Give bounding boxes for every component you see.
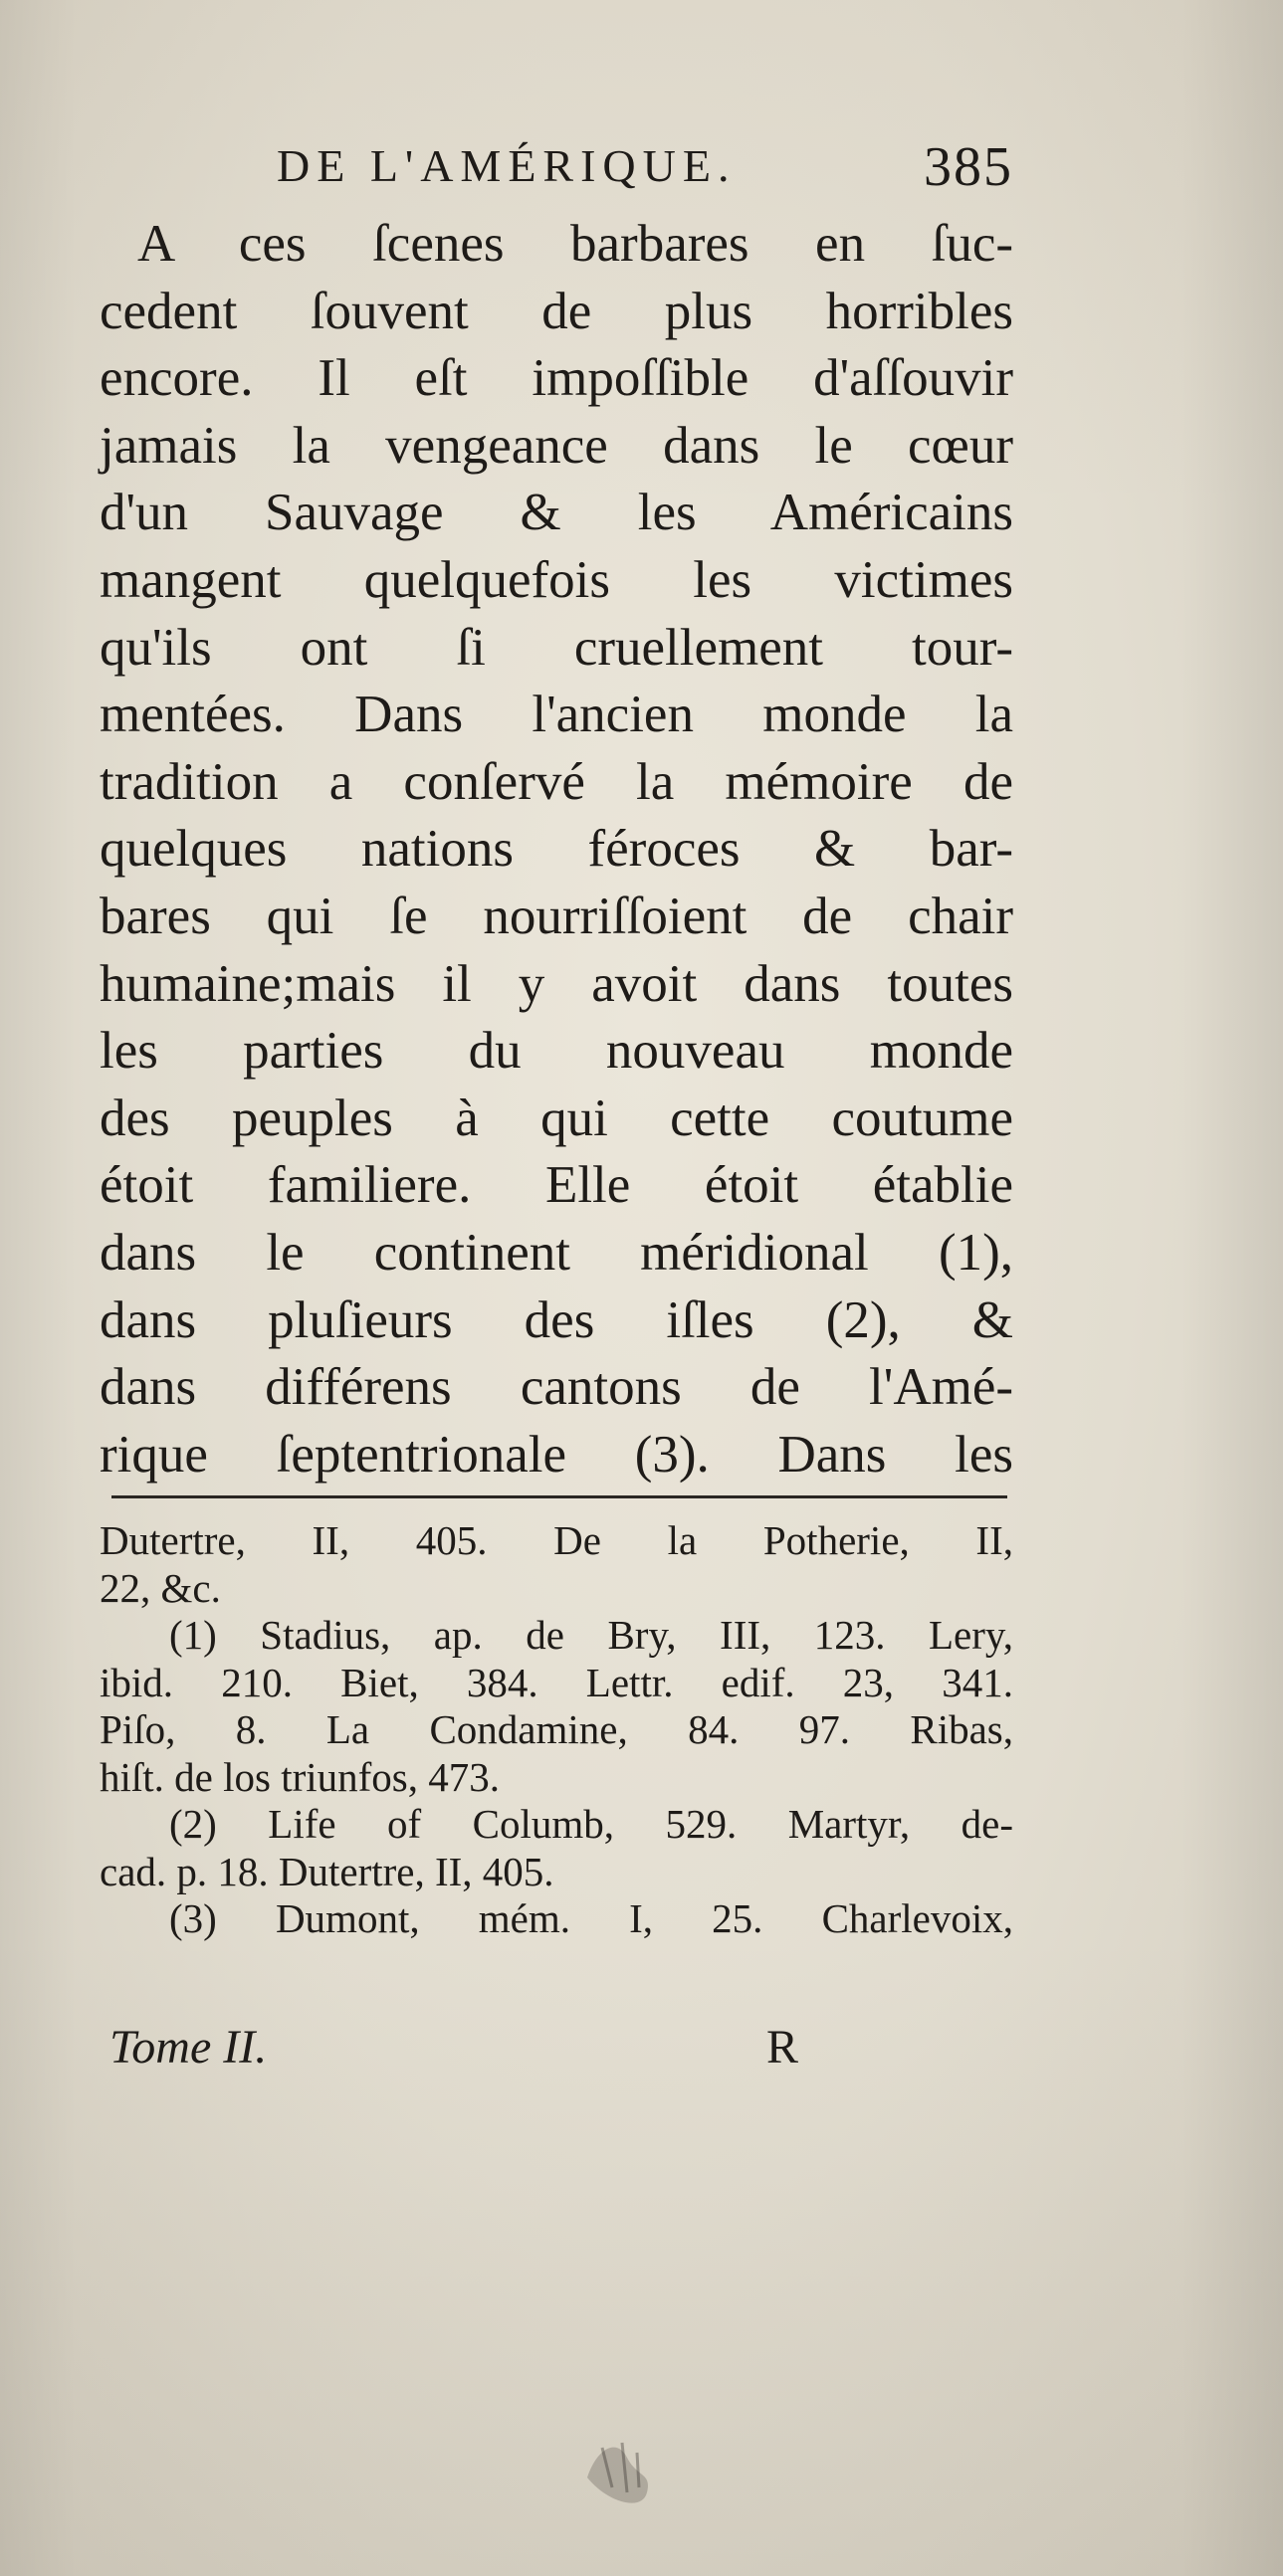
footnote-line: hiſt. de los triunfos, 473. (100, 1753, 501, 1800)
text-line: humaine;mais il y avoit dans toutes (100, 954, 1013, 1013)
footnote-line: ibid. 210. Biet, 384. Lettr. edif. 23, 341. (100, 1659, 1013, 1705)
text-line: rique ſeptentrionale (3). Dans les (100, 1425, 1013, 1484)
text-line: cedent ſouvent de plus horribles (100, 282, 1013, 340)
signature-line (109, 2020, 826, 2080)
text-line: dans différens cantons de l'Amé- (100, 1358, 1013, 1417)
text-line: étoit familiere. Elle étoit établie (100, 1156, 1013, 1215)
text-line: jamais la vengeance dans le cœur (100, 416, 1013, 475)
ink-smudge (567, 2418, 677, 2507)
text-line: des peuples à qui cette coutume (100, 1089, 1013, 1147)
text-line: tradition a conſervé la mémoire de (100, 752, 1013, 811)
text-line: mangent quelquefois les victimes (100, 550, 1013, 609)
signature-mark: R (766, 2021, 799, 2074)
text-line: A ces ſcenes barbares en ſuc- (137, 215, 1013, 273)
page-number: 385 (924, 136, 1013, 198)
footnote-divider (111, 1495, 1007, 1498)
text-line: les parties du nouveau monde (100, 1022, 1013, 1081)
volume-label: Tome II. (109, 2021, 268, 2074)
text-line: d'un Sauvage & les Américains (100, 484, 1013, 542)
running-title: DE L'AMÉRIQUE. (277, 140, 737, 191)
text-line: dans le continent méridional (1), (100, 1223, 1013, 1282)
text-line: bares qui ſe nourriſſoient de chair (100, 887, 1013, 945)
page-header (277, 136, 1013, 209)
footnote-line: (2) Life of Columb, 529. Martyr, de- (169, 1801, 1013, 1847)
footnote-line: cad. p. 18. Dutertre, II, 405. (100, 1848, 554, 1894)
main-text (100, 211, 1013, 1488)
text-line: mentées. Dans l'ancien monde la (100, 686, 1013, 744)
text-line: quelques nations féroces & bar- (100, 820, 1013, 879)
text-line: dans pluſieurs des iſles (2), & (100, 1290, 1013, 1349)
footnotes (100, 1517, 1013, 1943)
footnote-line: Piſo, 8. La Condamine, 84. 97. Ribas, (100, 1706, 1013, 1752)
footnote-line: (1) Stadius, ap. de Bry, III, 123. Lery, (169, 1612, 1013, 1658)
footnote-line: (3) Dumont, mém. I, 25. Charlevoix, (169, 1895, 1013, 1941)
text-line: encore. Il eſt impoſſible d'aſſouvir (100, 349, 1013, 408)
footnote-line: Dutertre, II, 405. De la Potherie, II, (100, 1517, 1013, 1563)
text-line: qu'ils ont ſi cruellement tour- (100, 618, 1013, 677)
footnote-line: 22, &c. (100, 1564, 221, 1611)
